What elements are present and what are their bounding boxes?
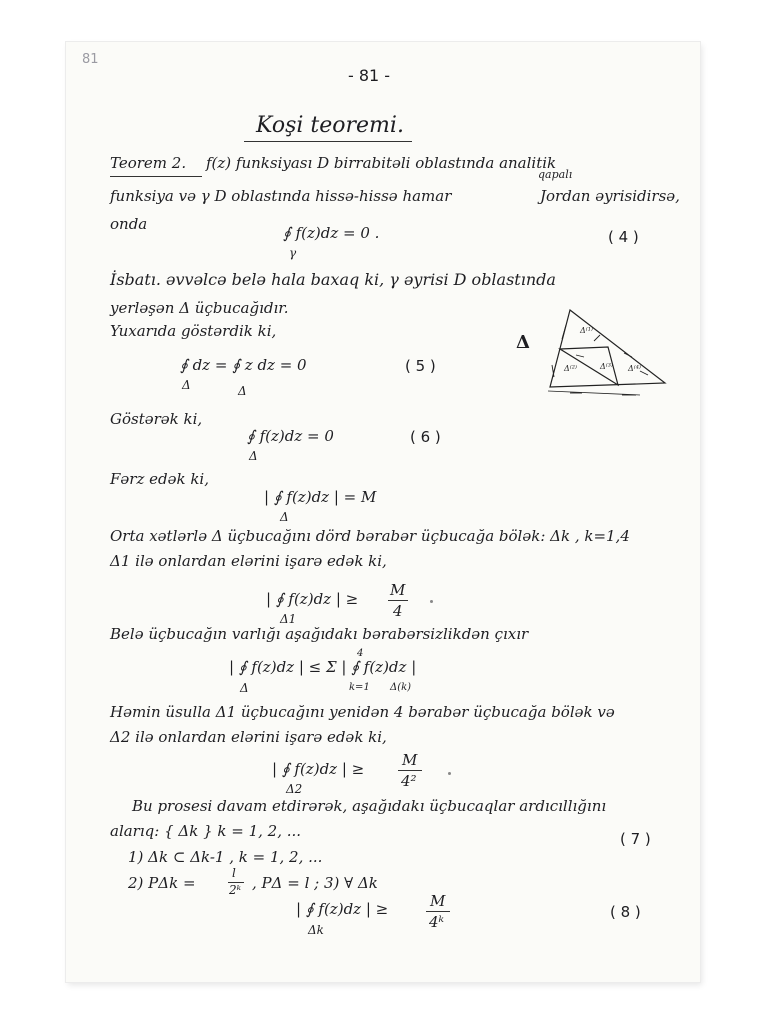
theorem-label-underline bbox=[110, 176, 202, 177]
eq-m42-sub: Δ2 bbox=[286, 782, 303, 796]
proof-line-1: İsbatı. əvvəlcə belə hala baxaq ki, γ əyrisi D oblastında bbox=[110, 270, 556, 289]
eq-m42-fraction-bar bbox=[398, 770, 422, 771]
sub-label-1: Δ⁽¹⁾ bbox=[580, 326, 593, 335]
eq-m42: | ∮ f(z)dz | ≥ bbox=[272, 760, 365, 778]
eq-sum: | ∮ f(z)dz | ≤ Σ | ∮ f(z)dz | bbox=[229, 658, 417, 676]
proof-line-7: Δ1 ilə onlardan elərini işarə edək ki, bbox=[110, 552, 387, 570]
proof-line-11: Bu prosesi davam etdirərək, aşağıdakı üçbucaqlar ardıcıllığını bbox=[132, 797, 607, 815]
paper-sheet bbox=[66, 42, 700, 982]
theorem-qapali: qapalı bbox=[538, 168, 573, 181]
eq-7-number: ( 7 ) bbox=[620, 830, 651, 848]
eq-m4: | ∮ f(z)dz | ≥ bbox=[266, 590, 359, 608]
proof-line-12: alarıq: { Δk } k = 1, 2, ... bbox=[110, 822, 302, 840]
sub-label-2: Δ⁽²⁾ bbox=[564, 364, 577, 373]
eq-m4-sub: Δ1 bbox=[280, 612, 297, 626]
condition-2-numerator: l bbox=[232, 866, 236, 880]
theorem-line-1: f(z) funksiyası D birrabitəli oblastında analitik bbox=[206, 154, 557, 172]
theorem-line-3: onda bbox=[110, 215, 148, 233]
eq-6-number: ( 6 ) bbox=[410, 428, 441, 446]
proof-line-5: Fərz edək ki, bbox=[110, 470, 209, 488]
triangle-figure bbox=[540, 305, 680, 400]
eq-sum-sub: Δ bbox=[240, 681, 249, 695]
figure-delta-label: Δ bbox=[516, 332, 530, 353]
eq-8-fraction-bar bbox=[426, 911, 450, 912]
page-number: - 81 - bbox=[348, 66, 391, 85]
eq-m-sub: Δ bbox=[280, 510, 289, 524]
condition-1: 1) Δk ⊂ Δk-1 , k = 1, 2, ... bbox=[128, 848, 323, 866]
eq-m4-denominator: 4 bbox=[393, 602, 403, 620]
eq-8-sub: Δk bbox=[308, 923, 324, 937]
proof-line-9: Həmin üsulla Δ1 üçbucağını yenidən 4 bərabər üçbucağa bölək və bbox=[110, 703, 615, 721]
condition-2b: , PΔ = l ; 3) ∀ Δk bbox=[252, 874, 378, 892]
eq-m4-fraction-bar bbox=[388, 600, 408, 601]
proof-line-6: Orta xətlərlə Δ üçbucağını dörd bərabər üçbucağa bölək: Δk , k=1,4 bbox=[110, 527, 630, 545]
page-title: Koşi teoremi. bbox=[256, 113, 404, 138]
eq-8-numerator: M bbox=[430, 892, 446, 910]
eq-8-number: ( 8 ) bbox=[610, 903, 641, 921]
eq-sum-top: 4 bbox=[357, 648, 364, 659]
condition-2a: 2) PΔk = bbox=[128, 874, 196, 892]
theorem-line-2: funksiya və γ D oblastında hissə-hissə hamar bbox=[110, 187, 452, 205]
trailing-dot bbox=[448, 772, 451, 775]
condition-2-denominator: 2ᵏ bbox=[229, 883, 242, 897]
eq-8-denominator: 4ᵏ bbox=[429, 913, 445, 931]
trailing-dot bbox=[430, 600, 433, 603]
eq-sum-bottom: k=1 bbox=[349, 682, 370, 693]
eq-6-sub: Δ bbox=[249, 449, 258, 463]
corner-mark: 81 bbox=[82, 52, 99, 67]
theorem-label: Teorem 2. bbox=[110, 154, 187, 172]
eq-5: ∮ dz = ∮ z dz = 0 bbox=[180, 356, 307, 374]
eq-m42-denominator: 4² bbox=[401, 772, 417, 790]
proof-line-8: Belə üçbucağın varlığı aşağıdakı bərabərsizlikdən çıxır bbox=[110, 625, 529, 643]
eq-sum-sub-2: Δ(k) bbox=[390, 682, 412, 693]
theorem-line-2b: Jordan əyrisidirsə, bbox=[540, 187, 680, 205]
theorem-formula: ∮ f(z)dz = 0 . bbox=[283, 224, 380, 242]
eq-m4-numerator: M bbox=[390, 581, 406, 599]
proof-line-2: yerləşən Δ üçbucağıdır. bbox=[110, 299, 289, 317]
eq-5-number: ( 5 ) bbox=[405, 357, 436, 375]
eq-8: | ∮ f(z)dz | ≥ bbox=[296, 900, 389, 918]
eq-5-sub-1: Δ bbox=[182, 378, 191, 392]
eq-4-number: ( 4 ) bbox=[608, 228, 639, 246]
proof-line-4: Göstərək ki, bbox=[110, 410, 203, 428]
proof-line-10: Δ2 ilə onlardan elərini işarə edək ki, bbox=[110, 728, 387, 746]
theorem-formula-sub: γ bbox=[289, 246, 297, 260]
title-underline bbox=[244, 141, 412, 142]
sub-label-4: Δ⁽⁴⁾ bbox=[628, 364, 641, 373]
eq-5-sub-2: Δ bbox=[238, 384, 247, 398]
proof-line-3: Yuxarıda göstərdik ki, bbox=[110, 322, 277, 340]
eq-m: | ∮ f(z)dz | = M bbox=[264, 488, 377, 506]
eq-6: ∮ f(z)dz = 0 bbox=[247, 427, 334, 445]
eq-m42-numerator: M bbox=[402, 751, 418, 769]
sub-label-3: Δ⁽³⁾ bbox=[600, 362, 613, 371]
